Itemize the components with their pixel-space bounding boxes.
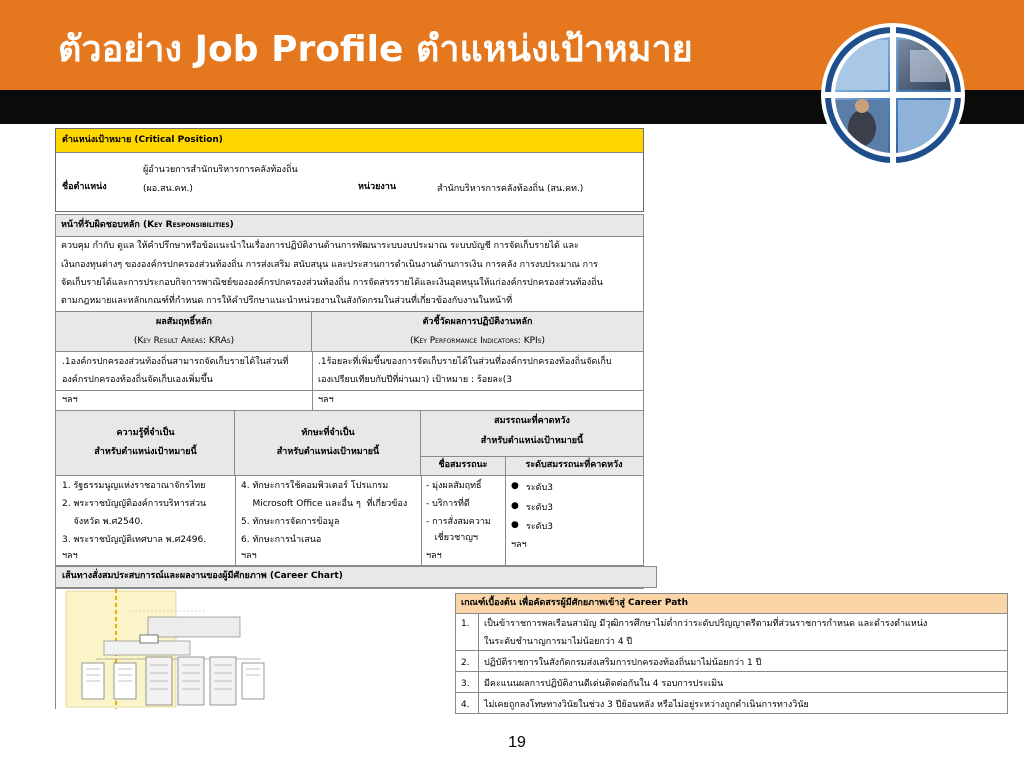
competency-col-level: ระดับสมรรถนะที่คาดหวัง [525, 460, 623, 470]
knowledge-item: ฯลฯ [62, 551, 78, 561]
col-divider-1 [235, 475, 236, 565]
kpi-header-title: ตัวชี้วัดผลการปฏิบัติงานหลัก [422, 317, 533, 327]
competency-col-name: ชื่อสมรรถนะ [438, 460, 488, 470]
criteria-item: เป็นข้าราชการพลเรือนสามัญ มีวุฒิการศึกษาไม่ต่ำกว่าระดับปริญญาตรีตามที่ส่วนราชการกำหนด และดำรงตำแหน่ง [484, 619, 928, 629]
competency-subheader-line [421, 456, 643, 457]
kra-header-title: ผลสัมฤทธิ์หลัก [156, 317, 212, 327]
position-name-line2: (ผอ.สน.คท.) [143, 184, 193, 194]
criteria-num: 2. [461, 658, 470, 668]
knowledge-body-line [56, 475, 643, 476]
career-header-text: เส้นทางสั่งสมประสบการณ์และผลงานของผู้มีศักยภาพ (Career Chart) [62, 571, 343, 581]
skill-item: 4. ทักษะการใช้คอมพิวเตอร์ โปรแกรม [241, 481, 389, 491]
kpi-line: เองเปรียบเทียบกับปีที่ผ่านมา) เป้าหมาย : ร้อยละ(3 [318, 375, 513, 385]
criteria-row-line [456, 671, 1007, 672]
kra-header-subtitle: (Key Result Areas: KRAs) [133, 336, 235, 346]
responsibility-line: จัดเก็บรายได้และการประกอบกิจการพาณิชย์ขององค์กรปกครองส่วนท้องถิ่น การจัดสรรรายได้และเงินอุดหนุนให้แก่องค์กรปกครองส่วนท้องถิ่น [61, 278, 603, 288]
competency-col-divider [505, 456, 506, 566]
kpi-header-subtitle: (Key Performance Indicators: KPIs) [410, 336, 545, 346]
competency-level: ระดับ3 [526, 483, 553, 493]
position-name-label: ชื่อตำแหน่ง [62, 182, 107, 192]
skill-item: ฯลฯ [241, 551, 257, 561]
competency-name: - บริการที่ดี [426, 499, 470, 509]
unit-value: สำนักบริหารการคลังท้องถิ่น (สน.คท.) [437, 184, 584, 194]
criteria-num: 3. [461, 679, 470, 689]
responsibilities-header-text: หน้าที่รับผิดชอบหลัก (Key Responsibilities) [61, 220, 234, 230]
kra-line: .1องค์กรปกครองส่วนท้องถิ่นสามารถจัดเก็บรายได้ในส่วนที่ [62, 357, 289, 367]
competency-name: - มุ่งผลสัมฤทธิ์ [426, 481, 482, 491]
knowledge-header-subtitle: สำหรับตำแหน่งเป้าหมายนี้ [94, 447, 197, 457]
kra-line: องค์กรปกครองท้องถิ่นจัดเก็บเองเพิ่มขึ้น [62, 375, 213, 385]
skill-item: Microsoft Office และอื่น ๆ ที่เกี่ยวข้อง [241, 499, 408, 509]
knowledge-item: จังหวัด พ.ศ2540. [62, 517, 144, 527]
criteria-item: ปฏิบัติราชการในสังกัดกรมส่งเสริมการปกครองท้องถิ่นมาไม่น้อยกว่า 1 ปี [484, 658, 762, 668]
criteria-num: 4. [461, 700, 470, 710]
criteria-row-line [456, 692, 1007, 693]
responsibility-line: ควบคุม กำกับ ดูแล ให้คำปรึกษาหรือข้อแนะนำในเรื่องการปฏิบัติงานด้านการพัฒนาระบบงบประมาณ ระบบบัญชี การจัดเก็บรายได้ และ [61, 241, 579, 251]
page-number: 19 [508, 734, 526, 751]
bullet-icon: ● [511, 520, 519, 530]
career-chart-image [55, 589, 271, 709]
criteria-box [455, 593, 1008, 714]
competency-header-title: สมรรถนะที่คาดหวัง [494, 416, 570, 426]
skills-header-title: ทักษะที่จำเป็น [301, 428, 355, 438]
bullet-icon: ● [511, 501, 519, 511]
slide-title: ตัวอย่าง Job Profile ตำแหน่งเป้าหมาย [58, 29, 693, 70]
circle-photo-logo-icon [818, 20, 968, 170]
competency-level-etc: ฯลฯ [511, 540, 527, 550]
position-header-text: ตำแหน่งเป้าหมาย (Critical Position) [62, 135, 223, 145]
criteria-item: ไม่เคยถูกลงโทษทางวินัยในช่วง 3 ปีย้อนหลัง หรือไม่อยู่ระหว่างถูกดำเนินการทางวินัย [484, 700, 809, 710]
knowledge-header [56, 411, 235, 475]
kra-etc: ฯลฯ [62, 395, 78, 405]
skills-header-subtitle: สำหรับตำแหน่งเป้าหมายนี้ [276, 447, 380, 457]
responsibility-line: เงินกองทุนต่างๆ ขององค์กรปกครองส่วนท้องถิ่น การส่งเสริม สนับสนุน และประสานการดำเนินงานด้านการเงิน การคลัง การงบประมาณ การ [61, 260, 598, 270]
skill-item: 5. ทักษะการจัดการข้อมูล [241, 517, 340, 527]
col-divider-2 [421, 475, 422, 565]
competency-level: ระดับ3 [526, 522, 553, 532]
etc-row-line [56, 390, 643, 391]
knowledge-item: 3. พระราชบัญญัติเทศบาล พ.ศ2496. [62, 535, 207, 545]
skills-header [235, 411, 421, 475]
knowledge-item: 1. รัฐธรรมนูญแห่งราชอาณาจักรไทย [62, 481, 206, 491]
competency-name: - การสั่งสมความ [426, 517, 491, 527]
position-box [55, 128, 644, 212]
competency-name: ฯลฯ [426, 551, 442, 561]
criteria-header-text: เกณฑ์เบื้องต้น เพื่อคัดสรรผู้มีศักยภาพเข้าสู่ Career Path [461, 598, 689, 608]
criteria-row-line [456, 650, 1007, 651]
criteria-num: 1. [461, 619, 470, 629]
competency-level: ระดับ3 [526, 503, 553, 513]
bullet-icon: ● [511, 481, 519, 491]
position-name-line1: ผู้อำนวยการสำนักบริหารการคลังท้องถิ่น [143, 165, 298, 175]
criteria-item: มีคะแนนผลการปฏิบัติงานดีเด่นติดต่อกันใน 4 รอบการประเมิน [484, 679, 724, 689]
knowledge-header-title: ความรู้ที่จำเป็น [116, 428, 175, 438]
criteria-item-cont: ในระดับชำนาญการมาไม่น้อยกว่า 4 ปี [484, 637, 633, 647]
competency-header-subtitle: สำหรับตำแหน่งเป้าหมายนี้ [480, 436, 584, 446]
responsibility-line: ตามกฎหมายและหลักเกณฑ์ที่กำหนด การให้คำปรึกษาแนะนำหน่วยงานในสังกัดกรมในส่วนที่เกี่ยวข้องกับงานในหน้าที่ [61, 296, 513, 306]
kpi-etc: ฯลฯ [318, 395, 334, 405]
kpi-line: .1ร้อยละที่เพิ่มขึ้นของการจัดเก็บรายได้ในส่วนที่องค์กรปกครองท้องถิ่นจัดเก็บ [318, 357, 612, 367]
unit-label: หน่วยงาน [358, 182, 397, 192]
competency-name: เชี่ยวชาญฯ [426, 533, 478, 543]
kra-divider [312, 352, 313, 410]
knowledge-item: 2. พระราชบัญญัติองค์การบริหารส่วน [62, 499, 207, 509]
skill-item: 6. ทักษะการนำเสนอ [241, 535, 322, 545]
criteria-num-divider [478, 614, 479, 714]
